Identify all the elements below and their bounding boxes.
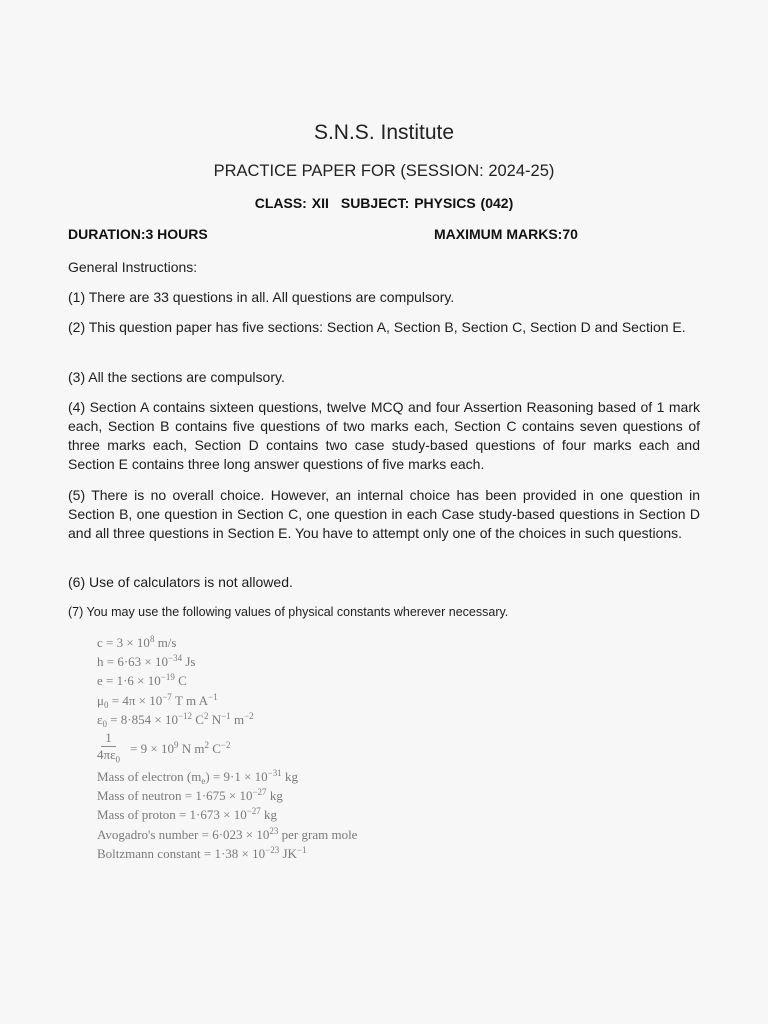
instruction-item: (4) Section A contains sixteen questions, twelve MCQ and four Assertion Reasoning based of 1 mark each, Section B contains five questions of two marks each, Section C contains seven questions of three marks each, Section D contains two case study-based questions of four marks each and Section E contains three long answer questions of five marks each. bbox=[68, 399, 700, 472]
paper-title: PRACTICE PAPER FOR (SESSION: 2024-25) bbox=[213, 162, 555, 180]
constant-mass-electron: Mass of electron $(m_e) = 9\cdot 1 \times 10^{-31}$ kg bbox=[97, 767, 298, 786]
instruction-item: (5) There is no overall choice. However, an internal choice has been provided in one question in Section B, one question in Section C, one question in each Case study-based questions in Section D and all three questions in Section E. You have to attempt only one of the choices in such questions. bbox=[68, 487, 700, 541]
constant-mass-neutron: Mass of neutron = $1\cdot 675 \times 10^{-27}$ kg bbox=[97, 787, 283, 804]
instruction-item: (2) This question paper has five sections: Section A, Section B, Section C, Section D and Section E. bbox=[68, 319, 686, 335]
class-label: CLASS: XII bbox=[254, 195, 329, 211]
instruction-item: (7) You may use the following values of physical constants wherever necessary. bbox=[68, 605, 509, 619]
constant-mass-proton: Mass of proton = $1\cdot 673 \times 10^{-27}$ kg bbox=[97, 806, 278, 823]
class-subject-line bbox=[0, 195, 768, 211]
constant-planck: $h = 6\cdot 63 \times 10^{-34}$ Js bbox=[97, 653, 196, 670]
constant-electron-charge: $e = 1\cdot 6 \times 10^{-19}$ C bbox=[97, 672, 187, 689]
maximum-marks: MAXIMUM MARKS:70 bbox=[434, 226, 578, 242]
constant-permittivity: $\varepsilon_0 = 8\cdot 854 \times 10^{-12}$ $C^2$ $N^{-1}$ $m^{-2}$ bbox=[97, 710, 254, 729]
constant-avogadro: Avogadro's number = $6\cdot 023 \times 10^{23}$ per gram mole bbox=[97, 825, 358, 842]
instructions-heading: General Instructions: bbox=[68, 259, 198, 275]
instruction-item: (3) All the sections are compulsory. bbox=[68, 369, 285, 385]
constant-boltzmann: Boltzmann constant = $1\cdot 38 \times 10^{-23}$ $JK^{-1}$ bbox=[97, 844, 307, 861]
duration: DURATION:3 HOURS bbox=[68, 226, 208, 242]
instruction-item: (1) There are 33 questions in all. All questions are compulsory. bbox=[68, 289, 455, 305]
institute-name: S.N.S. Institute bbox=[313, 121, 455, 144]
constant-permeability: $\mu_0 = 4\pi \times 10^{-7}$ T m $A^{-1}$ bbox=[97, 691, 218, 710]
constant-speed-of-light: $c = 3 \times 10^8$ m/s bbox=[97, 634, 177, 650]
physical-constants bbox=[97, 633, 577, 863]
coulomb-fraction: $\frac{1}{4\pi\varepsilon_0}$ bbox=[97, 730, 121, 765]
constant-coulomb: $\frac{1}{4\pi\varepsilon_0}$ = $9 \times 10^9$ N $m^2$ $C^{-2}$ bbox=[97, 731, 577, 767]
instruction-item: (6) Use of calculators is not allowed. bbox=[68, 574, 293, 590]
subject-label: SUBJECT: PHYSICS (042) bbox=[340, 195, 514, 211]
